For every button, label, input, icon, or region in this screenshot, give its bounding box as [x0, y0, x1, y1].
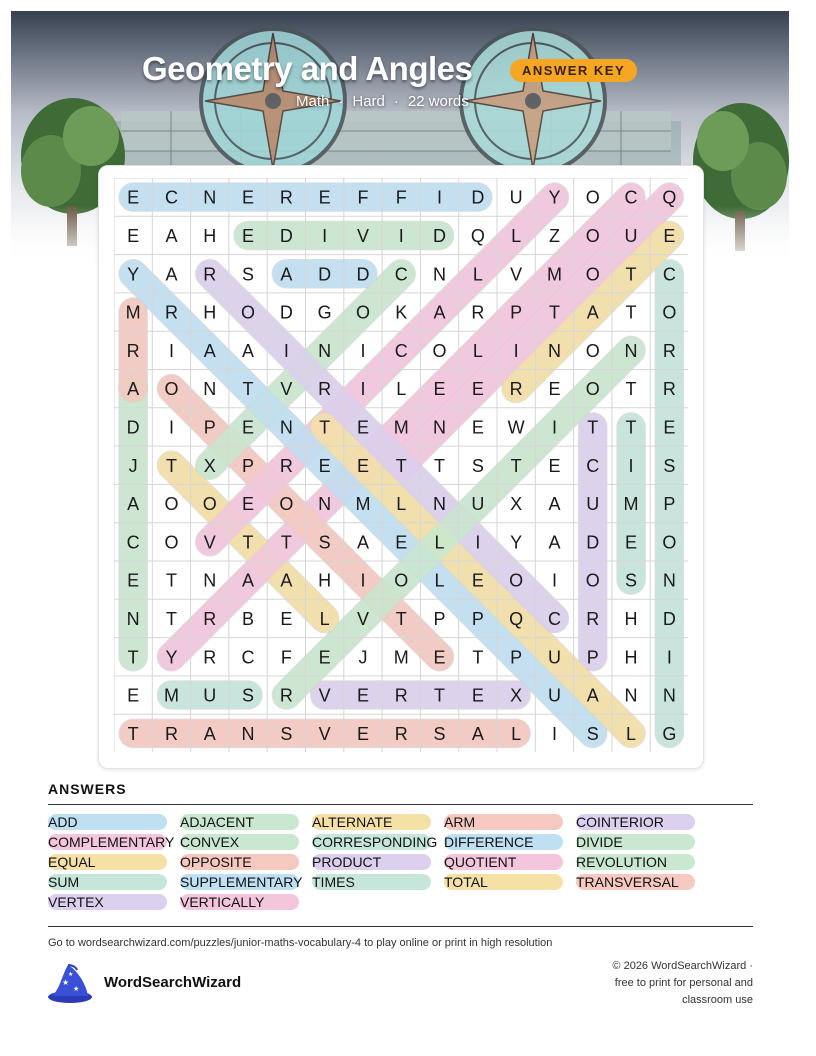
- grid-cell: V: [280, 379, 293, 400]
- grid-cell: O: [432, 340, 447, 361]
- grid-cell: Y: [548, 187, 561, 208]
- grid-cell: R: [126, 340, 140, 361]
- grid-cell: D: [279, 302, 293, 323]
- grid-cell: D: [318, 264, 332, 285]
- grid-cell: D: [586, 532, 600, 553]
- answer-difference: DIFFERENCE: [444, 834, 563, 850]
- grid-cell: C: [126, 532, 140, 553]
- grid-cell: E: [471, 379, 484, 400]
- grid-cell: N: [662, 685, 676, 706]
- puzzle-title: Geometry and Angles: [142, 50, 473, 87]
- grid-cell: A: [548, 494, 561, 515]
- grid-cell: Q: [662, 187, 677, 208]
- grid-cell: Z: [548, 225, 560, 246]
- grid-cell: P: [242, 455, 255, 476]
- separator: ·: [393, 93, 399, 110]
- grid-cell: A: [356, 532, 369, 553]
- grid-cell: E: [663, 417, 676, 438]
- right-wheel: [461, 29, 605, 173]
- answer-transversal: TRANSVERSAL: [576, 874, 695, 890]
- grid-cell: N: [203, 187, 217, 208]
- answer-convex: CONVEX: [180, 834, 299, 850]
- grid-cell: P: [510, 302, 523, 323]
- grid-cell: I: [168, 417, 174, 438]
- copyright-notice: [563, 958, 753, 1009]
- grid-cell: O: [585, 379, 600, 400]
- grid-cell: I: [322, 225, 328, 246]
- grid-cell: T: [548, 302, 560, 323]
- grid-cell: E: [127, 685, 140, 706]
- grid-cell: E: [318, 647, 331, 668]
- grid-cell: I: [398, 225, 404, 246]
- grid-cell: I: [283, 340, 289, 361]
- grid-cell: E: [356, 455, 369, 476]
- difficulty-label: Hard: [352, 93, 385, 110]
- grid-cell: Q: [470, 225, 485, 246]
- grid-cell: R: [471, 302, 485, 323]
- grid-cell: X: [510, 685, 523, 706]
- answer-alternate: ALTERNATE: [312, 814, 431, 830]
- grid-cell: C: [394, 264, 408, 285]
- grid-cell: N: [126, 608, 140, 629]
- grid-cell: O: [585, 264, 600, 285]
- grid-cell: E: [242, 494, 255, 515]
- grid-cell: I: [666, 647, 672, 668]
- grid-cell: R: [203, 647, 217, 668]
- word-count-label: 22 words: [407, 93, 469, 110]
- grid-cell: I: [551, 570, 557, 591]
- grid-cell: O: [585, 340, 600, 361]
- grid-cell: K: [395, 302, 408, 323]
- grid-cell: M: [623, 494, 639, 515]
- grid-cell: N: [433, 417, 447, 438]
- grid-cell: O: [164, 379, 179, 400]
- svg-text:★: ★: [73, 986, 80, 993]
- grid-cell: E: [548, 455, 561, 476]
- grid-cell: E: [433, 379, 446, 400]
- grid-cell: O: [509, 570, 524, 591]
- answer-sum: SUM: [48, 874, 167, 890]
- grid-cell: P: [203, 417, 216, 438]
- grid-cell: T: [434, 455, 446, 476]
- grid-cell: P: [510, 647, 523, 668]
- grid-cell: I: [168, 340, 174, 361]
- grid-cell: A: [203, 723, 216, 744]
- grid-cell: F: [280, 647, 292, 668]
- grid-cell: H: [318, 570, 332, 591]
- grid-cell: A: [242, 340, 255, 361]
- grid-cell: V: [356, 608, 369, 629]
- grid-cell: N: [624, 340, 638, 361]
- answer-total: TOTAL: [444, 874, 563, 890]
- grid-cell: S: [663, 455, 676, 476]
- grid-cell: T: [472, 647, 484, 668]
- grid-cell: T: [625, 379, 637, 400]
- grid-cell: I: [360, 340, 366, 361]
- grid-cell: U: [624, 225, 638, 246]
- answer-cointerior: COINTERIOR: [576, 814, 695, 830]
- grid-cell: S: [471, 455, 484, 476]
- grid-cell: L: [511, 723, 522, 744]
- grid-cell: L: [434, 532, 445, 553]
- grid-cell: E: [471, 570, 484, 591]
- grid-cell: E: [127, 187, 140, 208]
- grid-cell: U: [547, 685, 561, 706]
- grid-cell: T: [319, 417, 331, 438]
- grid-cell: A: [165, 264, 178, 285]
- grid-cell: P: [471, 608, 484, 629]
- answers-divider: [48, 804, 753, 805]
- grid-cell: T: [587, 417, 599, 438]
- grid-cell: O: [164, 494, 179, 515]
- grid-cell: Q: [509, 608, 524, 629]
- grid-cell: V: [510, 264, 523, 285]
- grid-cell: P: [663, 494, 676, 515]
- grid-cell: L: [472, 340, 483, 361]
- grid-cell: O: [355, 302, 370, 323]
- grid-cell: A: [203, 340, 216, 361]
- grid-cell: R: [586, 608, 600, 629]
- grid-cell: I: [360, 570, 366, 591]
- brand-name[interactable]: WordSearchWizard: [104, 974, 242, 991]
- grid-cell: E: [242, 225, 255, 246]
- grid-cell: O: [662, 532, 677, 553]
- grid-cell: M: [393, 417, 409, 438]
- copyright-line: © 2026 WordSearchWizard ·: [612, 960, 753, 972]
- grid-cell: R: [279, 455, 293, 476]
- grid-letters: [126, 188, 677, 744]
- grid-cell: T: [165, 455, 177, 476]
- grid-cell: A: [280, 264, 293, 285]
- grid-cell: A: [548, 532, 561, 553]
- grid-cell: E: [356, 417, 369, 438]
- answer-complementary: COMPLEMENTARY: [48, 834, 175, 850]
- grid-cell: D: [471, 187, 485, 208]
- grid-cell: D: [356, 264, 370, 285]
- grid-cell: N: [241, 723, 255, 744]
- answers-heading: ANSWERS: [48, 781, 127, 797]
- grid-cell: S: [318, 532, 331, 553]
- grid-cell: O: [202, 494, 217, 515]
- grid-cell: L: [511, 225, 522, 246]
- grid-cell: R: [394, 723, 408, 744]
- grid-cell: H: [624, 647, 638, 668]
- answer-vertically: VERTICALLY: [180, 894, 299, 910]
- wizard-hat-icon: [46, 963, 94, 1005]
- grid-cell: E: [242, 187, 255, 208]
- grid-cell: R: [662, 379, 676, 400]
- grid-cell: R: [279, 685, 293, 706]
- subject-label: Math: [296, 93, 330, 110]
- grid-cell: L: [396, 379, 407, 400]
- grid-cell: R: [394, 685, 408, 706]
- grid-cell: R: [203, 608, 217, 629]
- grid-cell: U: [203, 685, 217, 706]
- grid-cell: N: [203, 379, 217, 400]
- grid-cell: O: [241, 302, 256, 323]
- grid-cell: B: [242, 608, 255, 629]
- answer-adjacent: ADJACENT: [180, 814, 299, 830]
- grid-cell: M: [125, 302, 141, 323]
- answer-arm: ARM: [444, 814, 563, 830]
- grid-cell: U: [471, 494, 485, 515]
- grid-cell: A: [165, 225, 178, 246]
- grid-cell: I: [360, 379, 366, 400]
- grid-cell: V: [203, 532, 216, 553]
- grid-cell: O: [394, 570, 409, 591]
- grid-cell: D: [126, 417, 140, 438]
- grid-cell: C: [394, 340, 408, 361]
- grid-cell: T: [625, 302, 637, 323]
- grid-cell: S: [242, 685, 255, 706]
- grid-cell: E: [127, 225, 140, 246]
- grid-cell: N: [433, 494, 447, 515]
- grid-cell: G: [317, 302, 332, 323]
- grid-cell: T: [165, 608, 177, 629]
- answer-opposite: OPPOSITE: [180, 854, 299, 870]
- grid-cell: E: [318, 455, 331, 476]
- grid-cell: N: [547, 340, 561, 361]
- grid-cell: U: [547, 647, 561, 668]
- grid-cell: R: [318, 379, 332, 400]
- grid-cell: I: [475, 532, 481, 553]
- grid-cell: R: [203, 264, 217, 285]
- grid-cell: L: [472, 264, 483, 285]
- answer-revolution: REVOLUTION: [576, 854, 695, 870]
- grid-cell: A: [586, 302, 599, 323]
- grid-cell: S: [625, 570, 638, 591]
- grid-cell: T: [127, 647, 139, 668]
- grid-cell: N: [433, 264, 447, 285]
- answer-divide: DIVIDE: [576, 834, 695, 850]
- grid-cell: C: [547, 608, 561, 629]
- grid-cell: W: [507, 417, 525, 438]
- grid-cell: T: [395, 608, 407, 629]
- answer-key-badge: ANSWER KEY: [510, 59, 637, 82]
- copyright-line: free to print for personal and: [614, 977, 753, 989]
- grid-cell: N: [279, 417, 293, 438]
- grid-cell: E: [127, 570, 140, 591]
- grid-cell: T: [242, 379, 254, 400]
- grid-cell: V: [318, 723, 331, 744]
- answer-supplementary: SUPPLEMENTARY: [180, 874, 303, 890]
- grid-cell: T: [280, 532, 292, 553]
- grid-cell: A: [586, 685, 599, 706]
- grid-cell: R: [662, 340, 676, 361]
- grid-cell: M: [546, 264, 562, 285]
- grid-cell: C: [164, 187, 178, 208]
- grid-cell: D: [279, 225, 293, 246]
- grid-cell: M: [355, 494, 371, 515]
- answer-product: PRODUCT: [312, 854, 431, 870]
- grid-cell: O: [279, 494, 294, 515]
- grid-cell: D: [662, 608, 676, 629]
- grid-cell: E: [471, 685, 484, 706]
- grid-cell: E: [356, 723, 369, 744]
- svg-text:★: ★: [62, 978, 70, 987]
- separator: ·: [338, 93, 344, 110]
- grid-cell: E: [318, 187, 331, 208]
- grid-cell: T: [625, 417, 637, 438]
- grid-cell: O: [585, 570, 600, 591]
- grid-cell: O: [662, 302, 677, 323]
- answer-vertex: VERTEX: [48, 894, 167, 910]
- grid-cell: V: [318, 685, 331, 706]
- footer-url-text[interactable]: Go to wordsearchwizard.com/puzzles/junior-maths-vocabulary-4 to play online or print in high resolution: [48, 937, 553, 949]
- grid-cell: E: [433, 647, 446, 668]
- grid-cell: D: [433, 225, 447, 246]
- grid-cell: E: [471, 417, 484, 438]
- grid-cell: C: [586, 455, 600, 476]
- grid-cell: T: [434, 685, 446, 706]
- grid-cell: F: [357, 187, 369, 208]
- grid-cell: L: [434, 570, 445, 591]
- grid-cell: S: [242, 264, 255, 285]
- grid-cell: N: [624, 685, 638, 706]
- grid-cell: A: [127, 379, 140, 400]
- grid-cell: X: [203, 455, 216, 476]
- grid-cell: T: [242, 532, 254, 553]
- grid-cell: S: [280, 723, 293, 744]
- grid-cell: N: [203, 570, 217, 591]
- grid-cell: O: [585, 225, 600, 246]
- grid-cell: E: [548, 379, 561, 400]
- grid-cell: O: [164, 532, 179, 553]
- grid-cell: C: [662, 264, 676, 285]
- grid-cell: H: [203, 302, 217, 323]
- grid-cell: E: [625, 532, 638, 553]
- grid-cell: Y: [510, 532, 523, 553]
- grid-cell: N: [318, 494, 332, 515]
- grid-cell: I: [437, 187, 443, 208]
- grid-cell: M: [163, 685, 179, 706]
- grid-cell: I: [628, 455, 634, 476]
- svg-text:★: ★: [68, 972, 74, 978]
- grid-cell: S: [586, 723, 599, 744]
- grid-cell: T: [625, 264, 637, 285]
- grid-cell: J: [358, 647, 368, 668]
- grid-cell: E: [280, 608, 293, 629]
- grid-cell: L: [396, 494, 407, 515]
- grid-cell: N: [318, 340, 332, 361]
- grid-cell: L: [319, 608, 330, 629]
- grid-cell: A: [242, 570, 255, 591]
- grid-cell: I: [551, 417, 557, 438]
- grid-cell: F: [395, 187, 407, 208]
- grid-cell: Y: [127, 264, 140, 285]
- answer-add: ADD: [48, 814, 167, 830]
- answer-times: TIMES: [312, 874, 431, 890]
- grid-cell: C: [624, 187, 638, 208]
- grid-cell: E: [242, 417, 255, 438]
- grid-cell: A: [471, 723, 484, 744]
- grid-cell: U: [509, 187, 523, 208]
- grid-cell: H: [624, 608, 638, 629]
- grid-cell: R: [279, 187, 293, 208]
- copyright-line: classroom use: [682, 994, 753, 1006]
- grid-cell: G: [662, 723, 677, 744]
- grid-cell: X: [510, 494, 523, 515]
- grid-cell: C: [241, 647, 255, 668]
- grid-cell: E: [663, 225, 676, 246]
- grid-cell: S: [433, 723, 446, 744]
- grid-cell: O: [585, 187, 600, 208]
- grid-cell: Y: [165, 647, 178, 668]
- grid-cell: T: [127, 723, 139, 744]
- grid-cell: A: [433, 302, 446, 323]
- answer-equal: EQUAL: [48, 854, 167, 870]
- grid-cell: I: [551, 723, 557, 744]
- answer-quotient: QUOTIENT: [444, 854, 563, 870]
- grid-cell: J: [128, 455, 138, 476]
- grid-cell: U: [586, 494, 600, 515]
- answer-corresponding: CORRESPONDING: [312, 834, 438, 850]
- word-search-grid: [114, 178, 688, 752]
- grid-cell: L: [626, 723, 637, 744]
- grid-cell: H: [203, 225, 217, 246]
- grid-cell: R: [509, 379, 523, 400]
- footer-divider: [48, 926, 753, 927]
- grid-cell: I: [513, 340, 519, 361]
- grid-cell: R: [164, 302, 178, 323]
- grid-cell: V: [356, 225, 369, 246]
- puzzle-meta: [296, 93, 469, 110]
- grid-cell: E: [356, 685, 369, 706]
- grid-cell: T: [395, 455, 407, 476]
- grid-cell: A: [127, 494, 140, 515]
- grid-cell: P: [586, 647, 599, 668]
- grid-cell: T: [510, 455, 522, 476]
- grid-cell: P: [433, 608, 446, 629]
- grid-cell: A: [280, 570, 293, 591]
- grid-cell: N: [662, 570, 676, 591]
- grid-cell: R: [164, 723, 178, 744]
- grid-cell: T: [165, 570, 177, 591]
- grid-cell: M: [393, 647, 409, 668]
- grid-cell: E: [395, 532, 408, 553]
